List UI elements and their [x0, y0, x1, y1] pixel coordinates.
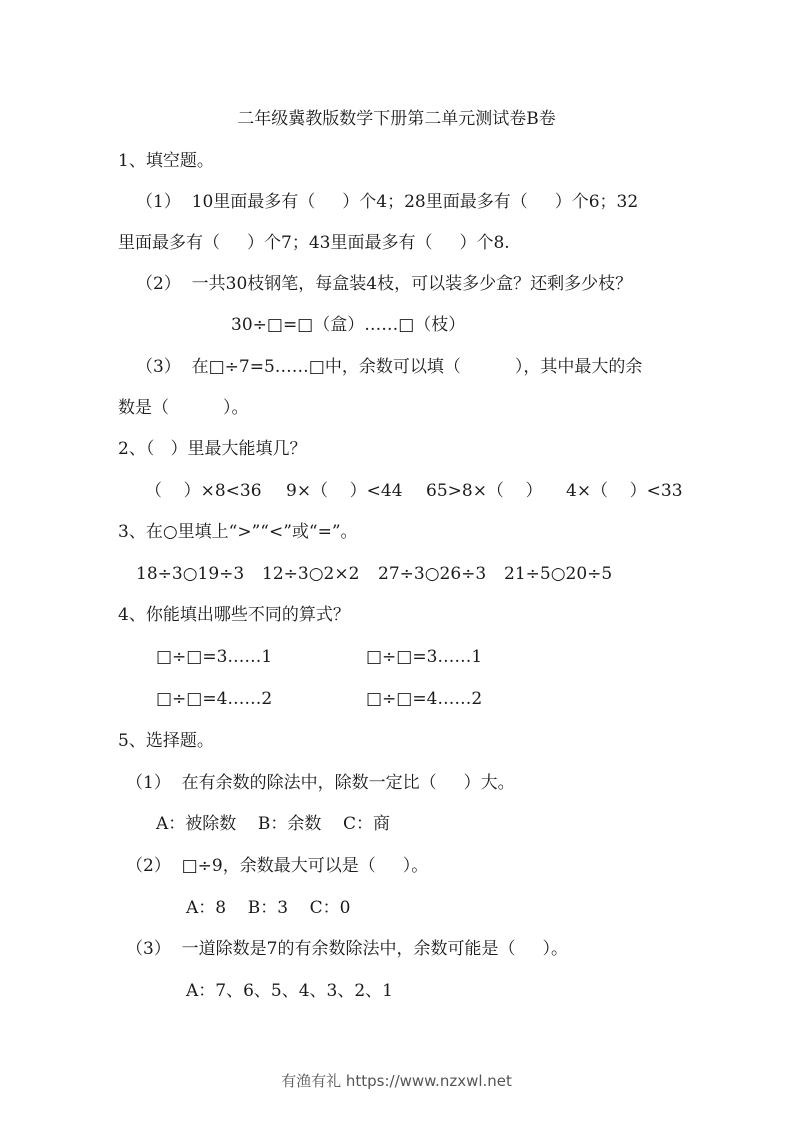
- section-5-heading: 5、选择题。: [118, 731, 214, 751]
- document-title: 二年级冀教版数学下册第二单元测试卷B卷: [237, 109, 556, 129]
- q2-expression-2: 9×（ ）<44: [286, 481, 403, 501]
- q1-1-line1: （1） 10里面最多有（ ）个4；28里面最多有（ ）个6；32: [136, 192, 639, 212]
- q4-row1-left: □÷□=3……1: [156, 647, 273, 667]
- q4-row2-right: □÷□=4……2: [366, 689, 483, 709]
- q5-1-options: A：被除数 B：余数 C：商: [156, 814, 391, 834]
- q1-2-line2: 30÷□=□（盒）……□（枝）: [231, 315, 466, 335]
- section-1-heading: 1、填空题。: [118, 151, 214, 171]
- q2-expression-1: （ ）×8<36: [145, 481, 262, 501]
- q1-2-line1: （2） 一共30枝钢笔，每盒装4枝，可以装多少盒？还剩多少枝？: [136, 274, 633, 294]
- q3-expression-3: 27÷3○26÷3: [378, 564, 487, 584]
- q1-3-line1: （3） 在□÷7=5……□中，余数可以填（ ），其中最大的余: [136, 357, 643, 377]
- q1-3-line2: 数是（ ）。: [118, 398, 249, 418]
- q2-expression-3: 65>8×（ ）: [426, 481, 543, 501]
- section-3-heading: 3、在○里填上“>”“<”或“=”。: [118, 522, 358, 542]
- q3-expression-1: 18÷3○19÷3: [136, 564, 245, 584]
- q2-expression-4: 4×（ ）<33: [566, 481, 683, 501]
- q5-3-question: （3） 一道除数是7的有余数除法中，余数可能是（ ）。: [126, 939, 568, 959]
- q1-1-line2: 里面最多有（ ）个7；43里面最多有（ ）个8.: [118, 233, 510, 253]
- q3-expression-4: 21÷5○20÷5: [504, 564, 613, 584]
- q5-1-question: （1） 在有余数的除法中，除数一定比（ ）大。: [126, 773, 515, 793]
- q4-row1-right: □÷□=3……1: [366, 647, 483, 667]
- q5-2-options: A：8 B：3 C：0: [186, 898, 351, 918]
- q4-row2-left: □÷□=4……2: [156, 689, 273, 709]
- q5-2-question: （2） □÷9，余数最大可以是（ ）。: [126, 856, 429, 876]
- q3-expression-2: 12÷3○2×2: [262, 564, 360, 584]
- footer-watermark: 有渔有礼 https://www.nzxwl.net: [281, 1072, 512, 1090]
- section-2-heading: 2、（ ）里最大能填几？: [118, 439, 307, 459]
- section-4-heading: 4、你能填出哪些不同的算式？: [118, 605, 350, 625]
- q5-3-options: A：7、6、5、4、3、2、1: [186, 981, 393, 1001]
